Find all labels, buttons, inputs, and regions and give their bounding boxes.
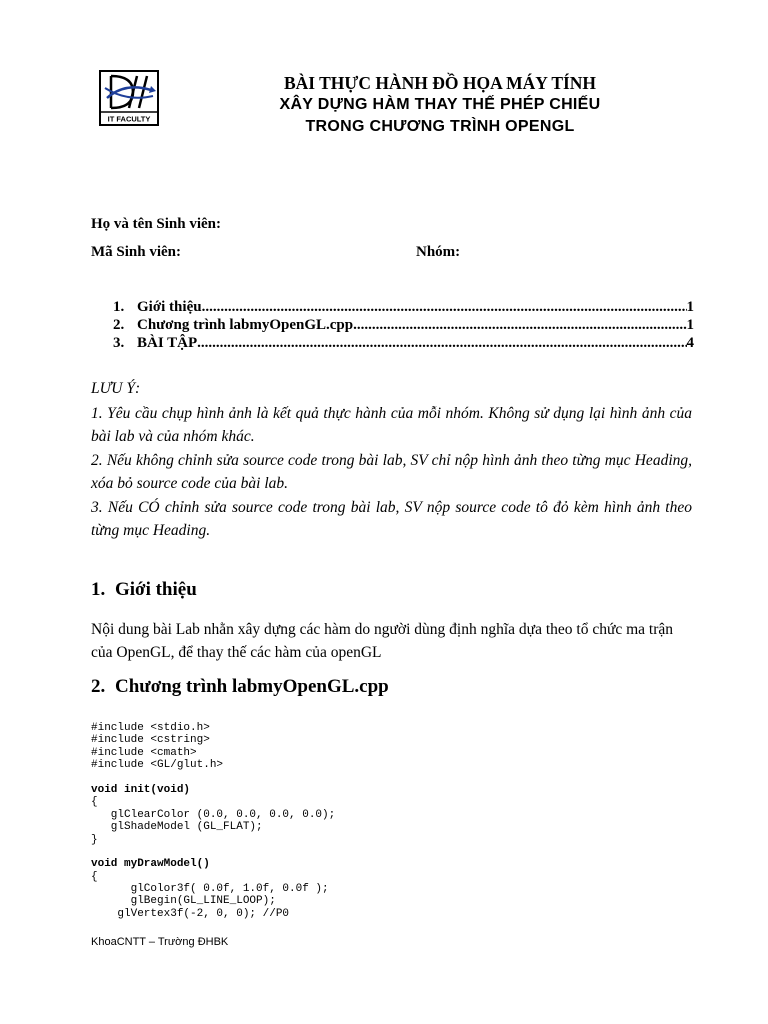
toc-leader-dots <box>197 334 686 352</box>
note-item-1: 1. Yêu cầu chụp hình ảnh là kết quả thực hành của mỗi nhóm. Không sử dụng lại hình ảnh của bài lab và của nhóm khác. <box>91 405 692 445</box>
code-line: glVertex3f(-2, 0, 0); //P0 <box>91 907 290 920</box>
toc-item-label: Giới thiệu <box>137 299 202 315</box>
note-item-3: 3. Nếu CÓ chỉnh sửa source code trong bài lab, SV nộp source code tô đỏ kèm hình ảnh theo từng mục Heading. <box>91 499 692 539</box>
it-faculty-logo-icon <box>99 70 159 126</box>
section-2-heading <box>91 675 389 699</box>
code-block <box>91 722 335 920</box>
code-line: glClearColor (0.0, 0.0, 0.0, 0.0); <box>91 808 336 821</box>
toc-item[interactable] <box>113 298 694 316</box>
toc-item-number: 2. <box>113 317 125 333</box>
code-line <box>91 772 335 784</box>
code-line: glColor3f( 0.0f, 1.0f, 0.0f ); <box>91 883 329 896</box>
toc-item-page: 1 <box>686 299 694 315</box>
code-line <box>91 846 335 858</box>
student-name-label: Họ và tên Sinh viên: <box>91 216 222 232</box>
logo-caption: IT FACULTY <box>107 114 151 124</box>
title-line-2: XÂY DỰNG HÀM THAY THẾ PHÉP CHIẾU <box>279 96 601 113</box>
code-line: #include <stdio.h> <box>91 722 210 734</box>
toc-item-page: 4 <box>686 335 694 351</box>
code-line: void init(void) <box>91 783 191 796</box>
code-line: { <box>91 870 98 883</box>
document-title <box>170 72 710 138</box>
code-line: { <box>91 796 98 809</box>
code-line: #include <GL/glut.h> <box>91 759 224 772</box>
student-id-label: Mã Sinh viên: <box>91 244 182 260</box>
note-item-2: 2. Nếu không chỉnh sửa source code trong bài lab, SV chỉ nộp hình ảnh theo từng mục Heading, xóa bỏ source code của bài lab. <box>91 452 692 492</box>
toc-item[interactable] <box>113 334 694 352</box>
section-2-number: 2. <box>91 676 106 697</box>
toc-item[interactable] <box>113 316 694 334</box>
section-1-heading <box>91 578 197 602</box>
toc-item-label: BÀI TẬP <box>137 335 198 351</box>
group-label: Nhóm: <box>416 244 461 260</box>
toc-item-number: 3. <box>113 335 125 351</box>
it-faculty-logo <box>99 70 159 126</box>
section-1-body: Nội dung bài Lab nhằn xây dựng các hàm do người dùng định nghĩa dựa theo tổ chức ma trận của OpenGL, để thay thế các hàm của openGL <box>91 621 674 661</box>
title-line-3: TRONG CHƯƠNG TRÌNH OPENGL <box>305 118 575 135</box>
toc-item-number: 1. <box>113 299 125 315</box>
section-2-title: Chương trình labmyOpenGL.cpp <box>115 676 389 697</box>
code-line: glBegin(GL_LINE_LOOP); <box>91 895 276 908</box>
title-line-1: BÀI THỰC HÀNH ĐỒ HỌA MÁY TÍNH <box>283 73 597 93</box>
toc-item-label: Chương trình labmyOpenGL.cpp <box>137 317 354 333</box>
code-line: void myDrawModel() <box>91 858 210 871</box>
section-1-title: Giới thiệu <box>115 579 197 600</box>
section-1-number: 1. <box>91 579 106 600</box>
toc-item-page: 1 <box>686 317 694 333</box>
code-line: #include <cmath> <box>91 746 197 759</box>
table-of-contents <box>113 298 694 352</box>
toc-leader-dots <box>202 298 687 316</box>
toc-leader-dots <box>353 316 686 334</box>
code-line: glShadeModel (GL_FLAT); <box>91 821 263 834</box>
note-title: LƯU Ý: <box>91 380 141 397</box>
page-footer: KhoaCNTT – Trường ĐHBK <box>91 936 229 948</box>
code-line: #include <cstring> <box>91 734 210 747</box>
code-line: } <box>91 833 98 846</box>
